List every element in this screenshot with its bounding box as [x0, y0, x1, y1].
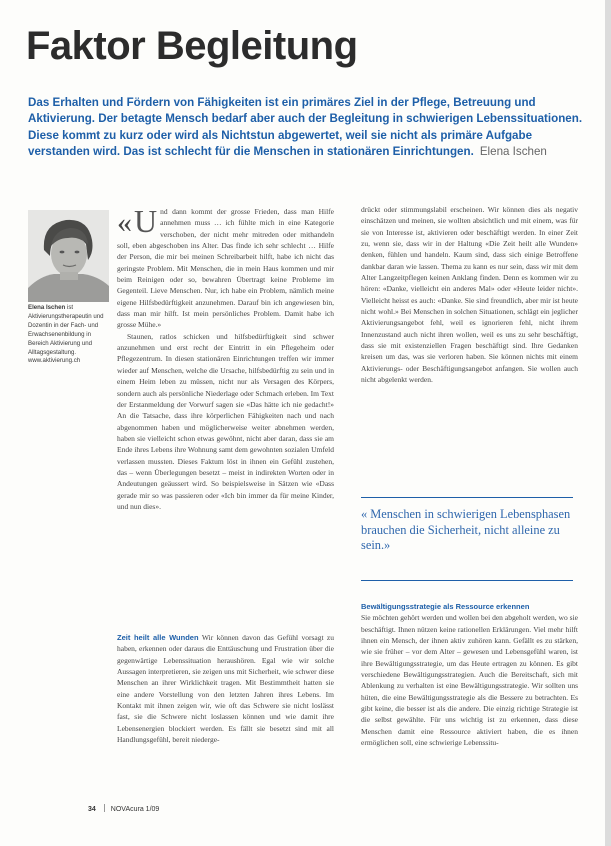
- author-photo: [28, 210, 109, 302]
- quote-mark: «: [117, 206, 132, 239]
- paragraph: Staunen, ratlos schicken und hilfsbedürftigkeit sind schwer anzunehmen und erst recht der Eintritt in ein Pflegeheim oder Pflegezentrum. In diesen stationären Einrichtungen treffen wir immer wieder auf Menschen, welche die Ursache, hilfsbedürftig zu sein und in einem Heim leben zu müssen, nicht nur als Versagen des Körpers, sondern auch als persönliche Niederlage oder Schmach erleben. Im Text der Erstanmeldung der Vorwurf sagen sie «Das hätte ich nie gedacht!» An die Tatsache, dass ihre körperlichen Fähigkeiten nach und nach abgenommen haben und möglicherweise weiter abnehmen werden, haben sie vielleicht schon etwas gewöhnt, nicht aber daran, dass sie am Ende ihres Lebens ihre Wohnung samt dem gewohnten sozialen Umfeld verlassen mussten. Dieses Faktum löst in ihnen ein Gefühl zustehen, das – wenn Überlegungen besetzt – meist in indirekten Worten oder in Andeutungen geäussert wird. So beispielsweise in Sätzen wie «Dass gerade mir so was passieren oder «Ich bin immer da für meine Kinder, und nun dies».: [117, 331, 334, 511]
- author-name: Elena Ischen: [479, 145, 547, 159]
- caption-name: Elena Ischen: [28, 304, 66, 311]
- paragraph: Wir können davon das Gefühl vorsagt zu haben, erkennen oder daraus die Enttäuschung und Frustration über die gegenwärtige Lebenssituation heraushören. Egal wie wir solche Aussagen interpretieren, sie zeigen uns mit Sicherheit, wie schwer diese Menschen an ihrer Wirklichkeit tragen. Mit Bestimmtheit hatten sie eine andere Vorstellung von den letzten Jahren ihres Lebens. Im Kontakt mit ihnen zeigen wir, wie oft das Schwere sie nicht loslässt fast, sie die Schwere nicht loslassen können und wie damit ihre Lebensenergien blockiert werden. Es fällt sie besetzt sind mit all Handlungsgefühl, bereit niederge-: [117, 633, 335, 745]
- lead-text: Das Erhalten und Fördern von Fähigkeiten ist ein primäres Ziel in der Pflege, Betreuung und Aktivierung. Der betagte Mensch bedarf aber auch der Begleitung in schwierigen Lebenssituationen. Diese kommt zu kurz oder wird als Nichtstun abgewertet, weil sie nicht als primäre Aufgabe verstanden wird. Das ist schlecht für die Menschen in stationären Einrichtungen.: [28, 96, 583, 159]
- page-edge-shadow: [605, 0, 611, 846]
- pull-quote: [361, 497, 573, 581]
- divider: [361, 497, 573, 498]
- caption-web: www.aktivierung.ch: [28, 357, 81, 365]
- photo-caption: [28, 304, 110, 366]
- page-number: 34: [88, 806, 96, 813]
- magazine-name: NOVAcura 1/09: [110, 806, 160, 813]
- body-column-right-top: [361, 204, 578, 386]
- pull-quote-text: « Menschen in schwierigen Lebensphasen brauchen die Sicherheit, nicht alleine zu sein.»: [361, 507, 571, 552]
- body-column-left-bottom: [117, 632, 334, 745]
- section-heading: Zeit heilt alle Wunden: [117, 633, 199, 642]
- drop-cap: [117, 203, 158, 239]
- drop-cap-letter: U: [134, 203, 158, 239]
- section-heading: Bewältigungsstrategie als Ressource erkennen: [361, 602, 530, 611]
- divider: [104, 804, 105, 812]
- caption-text: ist Aktivierungstherapeutin und Dozentin in der Fach- und Erwachsenenbildung in Bereich Aktivierung und Alltagsgestaltung.: [28, 304, 104, 356]
- page-footer: [88, 804, 159, 813]
- article-lead: [28, 95, 588, 161]
- body-column-right-bottom: [361, 601, 578, 748]
- paragraph: drückt oder stimmungslabil erscheinen. Wir können dies als negativ einschätzen und meinen, sie wollten absichtlich und mit einem, was für sie von Interesse ist, aktivieren oder beschäftigt werden. In einer Zeit zu, wenn sie, dass wir in der Haltung «Die Zeit heilt alle Wunden» denken, fühlen und handeln. Kaum sind, dass sich einige Betroffene dankbar daran wie lassen. Thema zu kann es nur sein, dass wir mit dem Alter Langzeitpflegen keinen Anklang finden. Denn es kommen wir zu hören: «Danke, vielleicht ein anderes Mal» oder «Heute leider nicht». Vielleicht heisst es auch: «Danke. Sie sind freundlich, aber mir ist heute nicht wohl.» Bei Menschen in solchen Situationen, schlägt ein jeglicher Aktivierungsangebot fehl, weil es ignorieren fehl, nicht ihrem Innenzustand auch nicht ihren wollen, weil es uns zu sehr beschäftigt, dass sie mit existenziellen Fragen beschäftigt sind. Ihre Gedanken kreisen um das, was sie verloren haben. Sie können nichts mit einem Aktivierungs- oder Beschäftigungsangebot anfangen. Sie wollen auch nicht abgelenkt werden.: [361, 205, 578, 385]
- paragraph: nd dann kommt der grosse Frieden, dass man Hilfe annehmen muss … ich fühlte mich in eine Kategorie verschoben, der nicht mehr mitreden oder mithandeln soll, eben abgeschoben ins Alter. Das finde ich sehr schlecht … Hilfe der Person, die mir bei meinen Schreibarbeit hilft, habe ich nicht das geringste Problem. Mit Menschen, die in mein Haus kommen und mir beim Reinigen oder so, bewahren Übertragt keine Probleme im Gegenteil. Lieve Menschen. Nur, ich habe ein Problem, nämlich meine eigene Hilfsbedürftigkeit anzunehmen. Darauf bin ich angewiesen bin, dass man mir hilft. Ist mein persönliches Problem. Damit habe ich grosse Mühe.»: [117, 207, 334, 330]
- divider: [361, 580, 573, 581]
- article-title: Faktor Begleitung: [26, 24, 358, 68]
- paragraph: Sie möchten gehört werden und wollen bei den abgeholt werden, wo sie beschäftigt. Ihnen nützen keine rationellen Erklärungen. Viel mehr hilft ihnen ein Mensch, der ihnen aktiv zuhören kann. Gefällt es zu stärken, wie sie früher – vor dem Alter – gewesen und Lebensgefühl waren, ist ihre Bewältigungsstrategie, um das Heute ertragen zu können. Es gibt verschiedene Bewältigungsstrategien. Auch die Bereitschaft, sich mit Ablenkung zu verhalten ist eine Bewältigungsstrategie. Wir sollten uns hüten, die eine Bewältigungsstrategie als die Bessere zu betrachten. Es gibt keine, die besser ist als die andere. Die einzig richtige Strategie ist die selbst gewählte. Für uns wichtig ist zu erkennen, dass diese Menschen damit eine Ressource aktiviert haben, die es ihnen ermöglichen soll, eine schwierige Lebenssitu-: [361, 613, 578, 748]
- body-column-left-top: [117, 203, 334, 512]
